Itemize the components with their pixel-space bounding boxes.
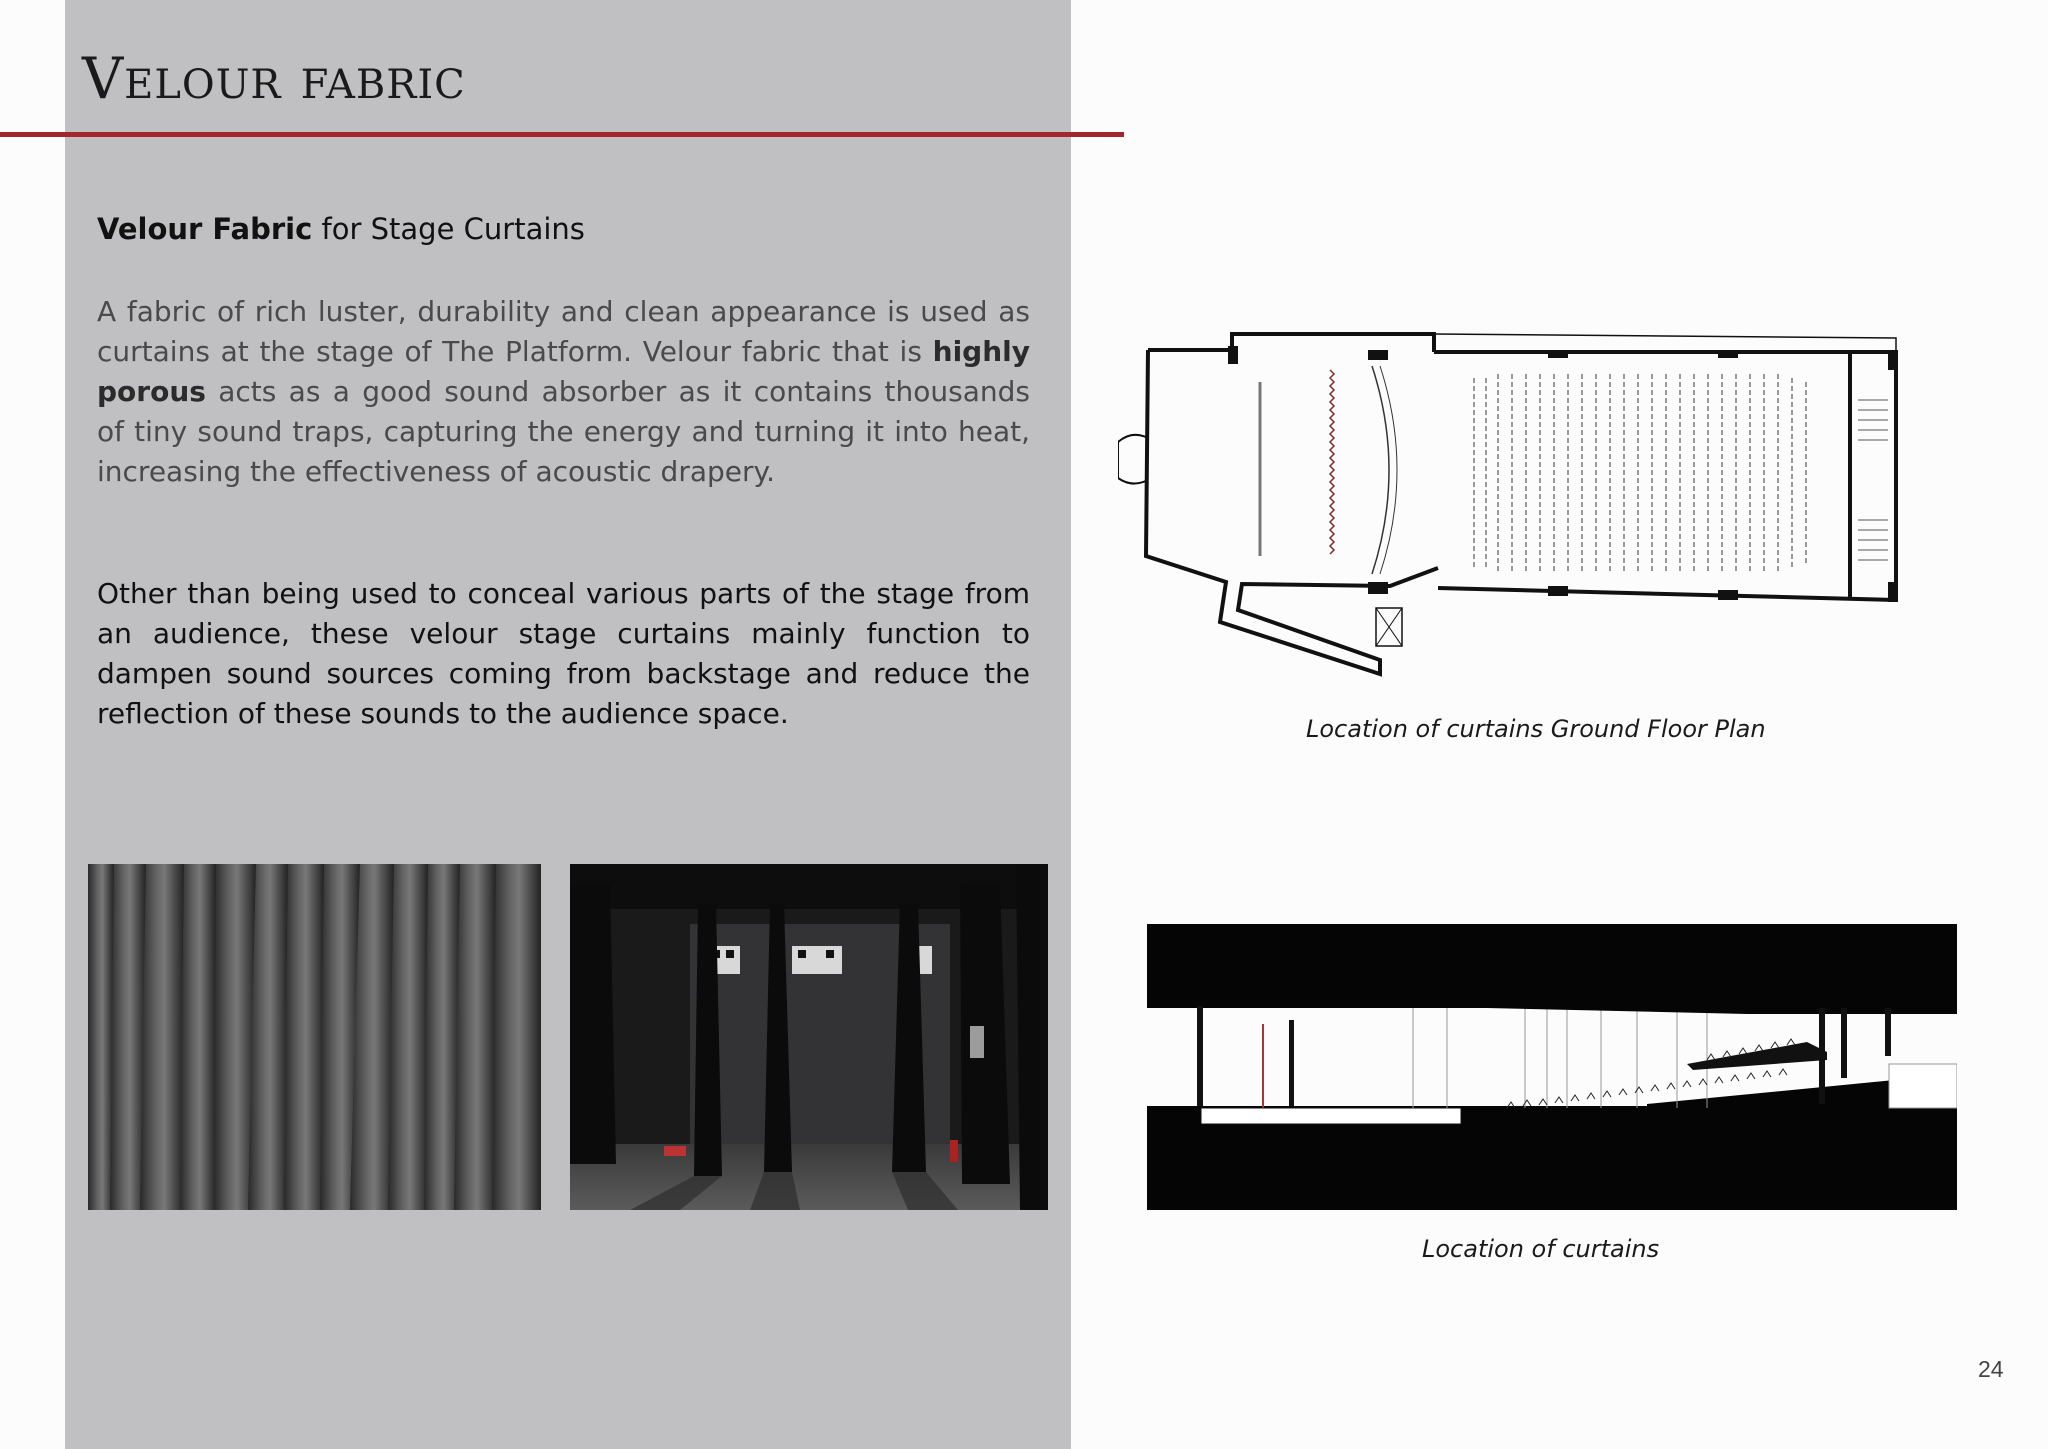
section-drawing: [1147, 924, 1957, 1210]
page-number: 24: [1978, 1356, 2004, 1382]
paragraph-1-part-a: A fabric of rich luster, durability and clean appearance is used as curtains at the stage of The Platform. Velour fabric that is: [97, 295, 1030, 368]
plan-caption: Location of curtains Ground Floor Plan: [1306, 715, 1766, 743]
subheading-rest: for Stage Curtains: [312, 212, 585, 246]
stage-curtains-photo: [570, 864, 1048, 1210]
paragraph-2: Other than being used to conceal various parts of the stage from an audience, these velour stage curtains mainly function to dampen sound sources coming from backstage and reduce the reflection of these sounds to the audience space.: [97, 577, 1030, 730]
section-caption: Location of curtains: [1422, 1235, 1660, 1263]
paragraph-1-part-b: acts as a good sound absorber as it contains thousands of tiny sound traps, capturing the energy and turning it into heat, increasing the effectiveness of acoustic drapery.: [97, 375, 1030, 488]
subheading: [97, 212, 1047, 246]
ground-floor-plan: [1118, 320, 1908, 682]
subheading-bold: Velour Fabric: [97, 212, 313, 246]
page-title: Velour fabric: [82, 46, 466, 112]
paragraph-1: [97, 292, 1030, 492]
paragraph-1-bold: highly porous: [97, 335, 1030, 408]
title-underline: [0, 132, 1124, 137]
curtain-closeup-photo: [88, 864, 541, 1210]
